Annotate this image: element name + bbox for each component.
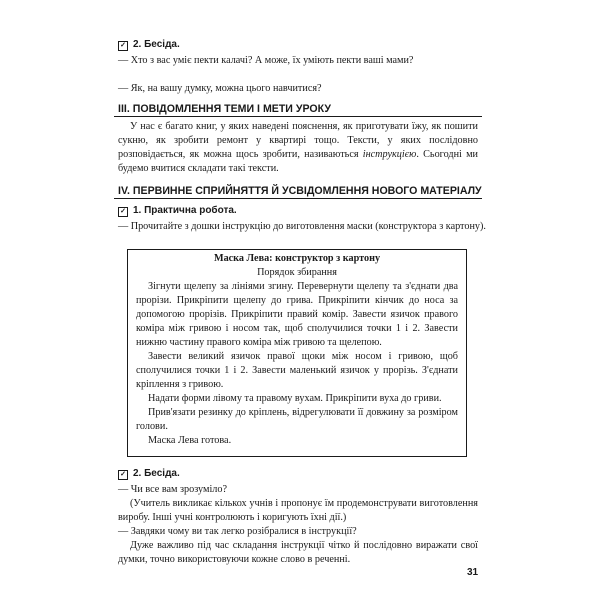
instruction-step: Зігнути щелепу за лініями згину. Перевернути щелепу та з'єднати два прорізи. Прикріпити щелепу до грива. Прикріпити кінчик до носа за допомогою прорізів. Прикріпити правий комір. Завести язичок правого коміра між гривою і носом так, щоб сполучилися точки 1 і 2. Завести нижню частину правого коміра між гривою та щелепою. bbox=[136, 281, 458, 348]
subsection-1-practical-work bbox=[118, 204, 237, 218]
instruction-step: Прив'язати резинку до кріплень, відрегулювати її довжину за розміром голови. bbox=[136, 407, 458, 432]
subsection-2-conversation-b bbox=[118, 467, 180, 481]
instruction-step: Маска Лева готова. bbox=[148, 435, 232, 446]
teacher-note: (Учитель викликає кількох учнів і пропонує їм продемонструвати виготовлення виробу. Інші учні контролюють і коригують їхні дії.) bbox=[118, 498, 478, 523]
subsection-title: 1. Практична робота. bbox=[133, 205, 237, 216]
section-heading-3: III. ПОВІДОМЛЕННЯ ТЕМИ І МЕТИ УРОКУ bbox=[114, 102, 482, 117]
subsection-title: 2. Бесіда. bbox=[133, 468, 180, 479]
page-number: 31 bbox=[467, 567, 479, 578]
dialogue-line: — Як, на вашу думку, можна цього навчитися? bbox=[118, 83, 322, 94]
dialogue-line: — Хто з вас уміє пекти калачі? А може, їх уміють пекти ваші мами? bbox=[118, 55, 414, 66]
section-heading-4: IV. ПЕРВИННЕ СПРИЙНЯТТЯ Й УСВІДОМЛЕННЯ НОВОГО МАТЕРІАЛУ bbox=[114, 184, 482, 199]
instruction-subtitle: Порядок збирання bbox=[257, 267, 337, 278]
instruction-step: Завести великий язичок правої щоки між носом і гривою, щоб сполучилися точки 1 і 2. Завести маленький язичок у прорізь. З'єднати кріплення з гривою. bbox=[136, 351, 458, 390]
term-instruction: інструкцією bbox=[362, 149, 417, 160]
subsection-2-conversation bbox=[118, 38, 180, 52]
subsection-title: 2. Бесіда. bbox=[133, 39, 180, 50]
checkbox-icon: ✓ bbox=[118, 470, 128, 480]
instruction-title: Маска Лева: конструктор з картону bbox=[213, 253, 381, 264]
checkbox-icon: ✓ bbox=[118, 207, 128, 217]
dialogue-line: — Завдяки чому ви так легко розібралися в інструкції? bbox=[118, 526, 357, 537]
closing-paragraph: Дуже важливо під час складання інструкції чітко й послідовно виражати свої думки, точно використовуючи кожне слово в реченні. bbox=[118, 540, 478, 565]
section-3-paragraph: У нас є багато книг, у яких наведені пояснення, як приготувати їжу, як пошити сукню, як зробити ремонт у квартирі тощо. Тексти, у яких послідовно розповідається, як можна щось зробити, називаються інструкцією. Сьогодні ми будемо вчитися складати такі тексти. bbox=[118, 121, 478, 174]
task-line: — Прочитайте з дошки інструкцію до виготовлення маски (конструктора з картону). bbox=[118, 221, 486, 232]
instruction-step: Надати форми лівому та правому вухам. Прикріпити вуха до гриви. bbox=[148, 393, 442, 404]
checkbox-icon: ✓ bbox=[118, 41, 128, 51]
instruction-box bbox=[127, 249, 467, 457]
dialogue-line: — Чи все вам зрозуміло? bbox=[118, 484, 227, 495]
